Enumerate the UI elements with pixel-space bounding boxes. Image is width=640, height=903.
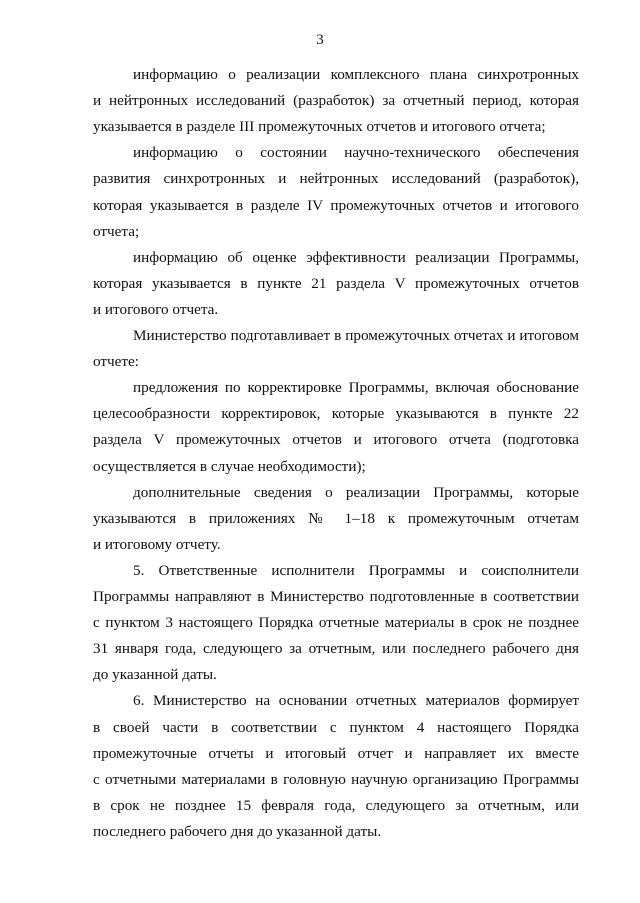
text-line: осуществляется в случае необходимости);	[93, 458, 366, 475]
text-line: целесообразности корректировок, которые указываются в пункте 22	[93, 405, 579, 422]
text-line: в своей части в соответствии с пунктом 4 настоящего Порядка	[93, 719, 579, 736]
text-line: промежуточные отчеты и итоговый отчет и направляет их вместе	[93, 745, 579, 762]
text-line: раздела V промежуточных отчетов и итогового отчета (подготовка	[93, 431, 579, 448]
text-line: до указанной даты.	[93, 666, 217, 683]
text-line: которая указывается в разделе IV промежуточных отчетов и итогового	[93, 197, 579, 214]
text-line: информацию о реализации комплексного плана синхротронных	[133, 66, 579, 83]
page-number: 3	[316, 32, 324, 48]
text-line: с пунктом 3 настоящего Порядка отчетные материалы в срок не позднее	[93, 614, 579, 631]
text-line: информацию о состоянии научно-технического обеспечения	[133, 144, 579, 161]
text-line: 5. Ответственные исполнители Программы и соисполнители	[133, 562, 579, 579]
text-line: 31 января года, следующего за отчетным, или последнего рабочего дня	[93, 640, 579, 657]
text-line: Программы направляют в Министерство подготовленные в соответствии	[93, 588, 579, 605]
text-line: последнего рабочего дня до указанной даты.	[93, 823, 382, 840]
text-line: дополнительные сведения о реализации Программы, которые	[133, 484, 579, 501]
text-line: Министерство подготавливает в промежуточных отчетах и итоговом	[133, 327, 579, 344]
text-line: 6. Министерство на основании отчетных материалов формирует	[133, 692, 579, 709]
text-line: и итоговому отчету.	[93, 536, 221, 553]
text-line: и нейтронных исследований (разработок) за отчетный период, которая	[93, 92, 579, 109]
text-line: развития синхротронных и нейтронных исследований (разработок),	[93, 170, 579, 187]
text-line: в срок не позднее 15 февраля года, следующего за отчетным, или	[93, 797, 579, 814]
text-line: отчете:	[93, 353, 140, 370]
text-line: указывается в разделе III промежуточных отчетов и итогового отчета;	[93, 118, 546, 135]
text-line: указываются в приложениях № 1–18 к промежуточным отчетам	[93, 510, 579, 527]
text-line: предложения по корректировке Программы, включая обоснование	[133, 379, 579, 396]
text-line: отчета;	[93, 223, 140, 240]
text-line: с отчетными материалами в головную научную организацию Программы	[93, 771, 579, 788]
text-line: и итогового отчета.	[93, 301, 219, 318]
text-line: информацию об оценке эффективности реализации Программы,	[133, 249, 579, 266]
text-line: которая указывается в пункте 21 раздела V промежуточных отчетов	[93, 275, 579, 292]
